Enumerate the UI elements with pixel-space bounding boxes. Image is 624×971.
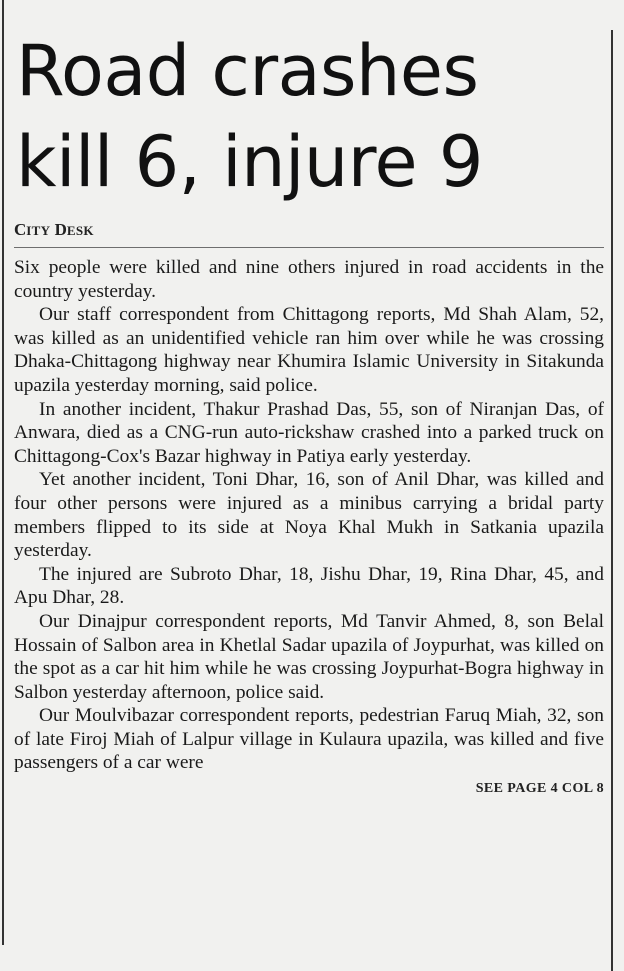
column-rule-right (611, 30, 613, 971)
byline-small-1: ITY (26, 223, 51, 238)
byline-cap-2: D (54, 220, 67, 239)
byline-small-2: ESK (66, 223, 94, 238)
headline (16, 26, 604, 208)
article (14, 0, 604, 797)
paragraph-3: In another incident, Thakur Prashad Das, 55, son of Niranjan Das, of Anwara, died as a CNG-run auto-rickshaw crashed into a parked truck on Chittagong-Cox's Bazar highway in Patiya early yesterday. (14, 398, 604, 467)
paragraph-6: Our Dinajpur correspondent reports, Md Tanvir Ahmed, 8, son Belal Hossain of Salbon area in Khetlal Sadar upazila of Joypurhat, was killed on the spot as a car hit him while he was crossing Joypurhat-Bogra highway in Salbon yesterday afternoon, police said. (14, 610, 604, 703)
byline (14, 220, 604, 241)
paragraph-5: The injured are Subroto Dhar, 18, Jishu Dhar, 19, Rina Dhar, 45, and Apu Dhar, 28. (14, 563, 604, 609)
headline-line-2: kill 6, injure 9 (16, 121, 483, 203)
continued-jump-line: SEE PAGE 4 COL 8 (475, 781, 604, 797)
byline-divider (14, 247, 604, 248)
paragraph-1: Six people were killed and nine others injured in road accidents in the country yesterday. (14, 257, 604, 302)
headline-line-1: Road crashes (16, 30, 479, 112)
paragraph-4: Yet another incident, Toni Dhar, 16, son of Anil Dhar, was killed and four other persons were injured as a minibus carrying a bridal party members flipped to its side at Noya Khal Mukh in Satkania upazila yesterday. (14, 469, 604, 562)
paragraph-2: Our staff correspondent from Chittagong reports, Md Shah Alam, 52, was killed as an unidentified vehicle ran him over while he was crossing Dhaka-Chittagong highway near Khumira Islamic University in Sitakunda upazila yesterday morning, said police. (14, 304, 604, 396)
paragraph-7: Our Moulvibazar correspondent reports, pedestrian Faruq Miah, 32, son of late Firoj Miah of Lalpur village in Kulaura upazila, was killed and five passengers of a car were (14, 705, 604, 774)
column-rule-left (2, 0, 4, 945)
byline-cap-1: C (14, 220, 27, 239)
article-body (14, 256, 604, 775)
